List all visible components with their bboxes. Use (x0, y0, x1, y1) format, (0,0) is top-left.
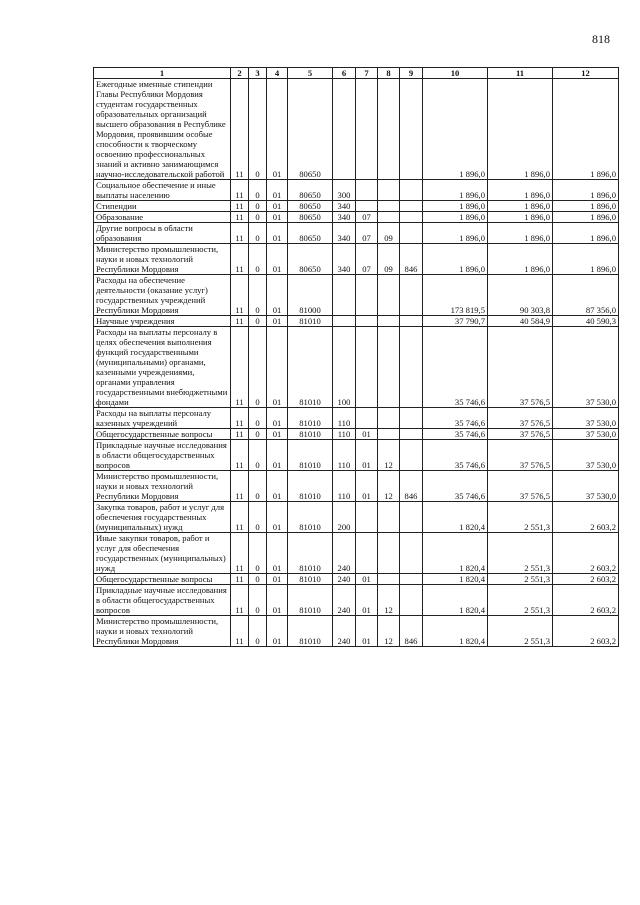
target-code-cell: 81010 (288, 471, 333, 502)
subdivision-cell (378, 316, 400, 327)
amount-year-1-cell: 1 896,0 (423, 244, 488, 275)
subsection-code-cell: 0 (249, 429, 267, 440)
section-code-cell: 11 (231, 616, 249, 647)
amount-year-3-cell: 1 896,0 (553, 79, 619, 180)
ministry-code-cell (400, 223, 423, 244)
expense-type-cell (333, 316, 356, 327)
header-cell-9: 9 (400, 68, 423, 79)
amount-year-3-cell: 37 530,0 (553, 471, 619, 502)
division-cell (356, 180, 378, 201)
target-code-cell: 81010 (288, 327, 333, 408)
subdivision-cell: 09 (378, 223, 400, 244)
program-code-cell: 01 (267, 327, 288, 408)
table-row (94, 327, 619, 408)
row-name-cell: Научные учреждения (94, 316, 231, 327)
row-name-cell: Прикладные научные исследования в области общегосударственных вопросов (94, 440, 231, 471)
division-cell (356, 327, 378, 408)
ministry-code-cell (400, 180, 423, 201)
program-code-cell: 01 (267, 585, 288, 616)
division-cell (356, 502, 378, 533)
expense-type-cell: 340 (333, 223, 356, 244)
subsection-code-cell: 0 (249, 223, 267, 244)
section-code-cell: 11 (231, 440, 249, 471)
ministry-code-cell (400, 275, 423, 316)
amount-year-1-cell: 1 820,4 (423, 533, 488, 574)
table-row (94, 201, 619, 212)
table-row (94, 502, 619, 533)
row-name-cell: Общегосударственные вопросы (94, 429, 231, 440)
ministry-code-cell: 846 (400, 616, 423, 647)
expense-type-cell: 100 (333, 327, 356, 408)
amount-year-1-cell: 35 746,6 (423, 440, 488, 471)
section-code-cell: 11 (231, 180, 249, 201)
subdivision-cell: 12 (378, 471, 400, 502)
ministry-code-cell (400, 429, 423, 440)
target-code-cell: 81010 (288, 429, 333, 440)
program-code-cell: 01 (267, 408, 288, 429)
program-code-cell: 01 (267, 316, 288, 327)
target-code-cell: 80650 (288, 223, 333, 244)
subdivision-cell (378, 327, 400, 408)
amount-year-1-cell: 35 746,6 (423, 429, 488, 440)
row-name-cell: Закупка товаров, работ и услуг для обеспечения государственных (муниципальных) нужд (94, 502, 231, 533)
amount-year-3-cell: 1 896,0 (553, 201, 619, 212)
target-code-cell: 80650 (288, 212, 333, 223)
expense-type-cell: 340 (333, 201, 356, 212)
subsection-code-cell: 0 (249, 471, 267, 502)
expense-type-cell: 240 (333, 574, 356, 585)
header-cell-6: 6 (333, 68, 356, 79)
row-name-cell: Общегосударственные вопросы (94, 574, 231, 585)
amount-year-3-cell: 1 896,0 (553, 223, 619, 244)
ministry-code-cell (400, 212, 423, 223)
ministry-code-cell (400, 533, 423, 574)
amount-year-3-cell: 40 590,3 (553, 316, 619, 327)
table-row (94, 212, 619, 223)
amount-year-2-cell: 90 303,8 (488, 275, 553, 316)
subdivision-cell (378, 201, 400, 212)
table-row (94, 408, 619, 429)
expense-type-cell: 300 (333, 180, 356, 201)
subdivision-cell (378, 212, 400, 223)
program-code-cell: 01 (267, 616, 288, 647)
subsection-code-cell: 0 (249, 180, 267, 201)
subsection-code-cell: 0 (249, 574, 267, 585)
program-code-cell: 01 (267, 223, 288, 244)
subsection-code-cell: 0 (249, 316, 267, 327)
division-cell: 01 (356, 574, 378, 585)
amount-year-2-cell: 2 551,3 (488, 616, 553, 647)
section-code-cell: 11 (231, 585, 249, 616)
row-name-cell: Министерство промышленности, науки и новых технологий Республики Мордовия (94, 616, 231, 647)
amount-year-1-cell: 37 790,7 (423, 316, 488, 327)
subsection-code-cell: 0 (249, 201, 267, 212)
target-code-cell: 81010 (288, 616, 333, 647)
header-cell-10: 10 (423, 68, 488, 79)
budget-table (93, 67, 619, 647)
section-code-cell: 11 (231, 212, 249, 223)
table-row (94, 429, 619, 440)
header-cell-12: 12 (553, 68, 619, 79)
header-cell-8: 8 (378, 68, 400, 79)
program-code-cell: 01 (267, 440, 288, 471)
amount-year-1-cell: 1 820,4 (423, 574, 488, 585)
subsection-code-cell: 0 (249, 212, 267, 223)
header-cell-5: 5 (288, 68, 333, 79)
program-code-cell: 01 (267, 275, 288, 316)
program-code-cell: 01 (267, 533, 288, 574)
table-row (94, 616, 619, 647)
table-row (94, 275, 619, 316)
subdivision-cell (378, 275, 400, 316)
row-name-cell: Расходы на обеспечение деятельности (оказание услуг) государственных учреждений Республики Мордовия (94, 275, 231, 316)
subdivision-cell (378, 574, 400, 585)
amount-year-3-cell: 1 896,0 (553, 180, 619, 201)
header-cell-11: 11 (488, 68, 553, 79)
program-code-cell: 01 (267, 79, 288, 180)
amount-year-2-cell: 2 551,3 (488, 502, 553, 533)
subdivision-cell: 12 (378, 585, 400, 616)
ministry-code-cell (400, 585, 423, 616)
table-row (94, 223, 619, 244)
subdivision-cell: 12 (378, 440, 400, 471)
subsection-code-cell: 0 (249, 502, 267, 533)
row-name-cell: Ежегодные именные стипендии Главы Республики Мордовия студентам государственных образовательных организаций высшего образования в Республике Мордовия, проявившим особые способности к творческому освоению профессиональных знаний и активно занимающимся научно-исследовательской работой (94, 79, 231, 180)
subsection-code-cell: 0 (249, 533, 267, 574)
division-cell (356, 316, 378, 327)
amount-year-2-cell: 2 551,3 (488, 585, 553, 616)
subsection-code-cell: 0 (249, 327, 267, 408)
section-code-cell: 11 (231, 316, 249, 327)
division-cell: 07 (356, 223, 378, 244)
amount-year-3-cell: 87 356,0 (553, 275, 619, 316)
expense-type-cell: 240 (333, 533, 356, 574)
amount-year-2-cell: 2 551,3 (488, 533, 553, 574)
table-row (94, 180, 619, 201)
target-code-cell: 80650 (288, 180, 333, 201)
amount-year-1-cell: 1 896,0 (423, 201, 488, 212)
row-name-cell: Другие вопросы в области образования (94, 223, 231, 244)
amount-year-1-cell: 173 819,5 (423, 275, 488, 316)
amount-year-1-cell: 1 896,0 (423, 79, 488, 180)
expense-type-cell: 110 (333, 440, 356, 471)
amount-year-3-cell: 2 603,2 (553, 574, 619, 585)
program-code-cell: 01 (267, 244, 288, 275)
subdivision-cell (378, 533, 400, 574)
subsection-code-cell: 0 (249, 440, 267, 471)
amount-year-2-cell: 37 576,5 (488, 429, 553, 440)
division-cell: 01 (356, 429, 378, 440)
target-code-cell: 81010 (288, 585, 333, 616)
ministry-code-cell (400, 201, 423, 212)
section-code-cell: 11 (231, 533, 249, 574)
header-cell-1: 1 (94, 68, 231, 79)
division-cell: 01 (356, 585, 378, 616)
table-row (94, 79, 619, 180)
amount-year-2-cell: 37 576,5 (488, 327, 553, 408)
target-code-cell: 81010 (288, 502, 333, 533)
amount-year-3-cell: 2 603,2 (553, 616, 619, 647)
subsection-code-cell: 0 (249, 585, 267, 616)
amount-year-2-cell: 37 576,5 (488, 440, 553, 471)
amount-year-1-cell: 1 820,4 (423, 502, 488, 533)
table-row (94, 471, 619, 502)
target-code-cell: 81000 (288, 275, 333, 316)
section-code-cell: 11 (231, 79, 249, 180)
program-code-cell: 01 (267, 429, 288, 440)
division-cell: 01 (356, 440, 378, 471)
amount-year-1-cell: 35 746,6 (423, 327, 488, 408)
program-code-cell: 01 (267, 574, 288, 585)
division-cell: 01 (356, 616, 378, 647)
expense-type-cell (333, 275, 356, 316)
amount-year-2-cell: 1 896,0 (488, 223, 553, 244)
row-name-cell: Иные закупки товаров, работ и услуг для обеспечения государственных (муниципальных) нужд (94, 533, 231, 574)
program-code-cell: 01 (267, 212, 288, 223)
table-row (94, 574, 619, 585)
amount-year-2-cell: 37 576,5 (488, 471, 553, 502)
subsection-code-cell: 0 (249, 408, 267, 429)
subdivision-cell (378, 79, 400, 180)
row-name-cell: Социальное обеспечение и иные выплаты населению (94, 180, 231, 201)
amount-year-3-cell: 37 530,0 (553, 327, 619, 408)
subdivision-cell: 09 (378, 244, 400, 275)
division-cell: 01 (356, 471, 378, 502)
ministry-code-cell (400, 574, 423, 585)
amount-year-1-cell: 35 746,6 (423, 408, 488, 429)
program-code-cell: 01 (267, 201, 288, 212)
subdivision-cell (378, 429, 400, 440)
header-cell-7: 7 (356, 68, 378, 79)
amount-year-2-cell: 1 896,0 (488, 212, 553, 223)
target-code-cell: 80650 (288, 201, 333, 212)
header-cell-3: 3 (249, 68, 267, 79)
expense-type-cell: 240 (333, 585, 356, 616)
ministry-code-cell (400, 316, 423, 327)
program-code-cell: 01 (267, 471, 288, 502)
expense-type-cell (333, 79, 356, 180)
subdivision-cell (378, 180, 400, 201)
amount-year-2-cell: 2 551,3 (488, 574, 553, 585)
amount-year-1-cell: 1 820,4 (423, 585, 488, 616)
page-number: 818 (592, 32, 610, 46)
amount-year-2-cell: 1 896,0 (488, 79, 553, 180)
amount-year-2-cell: 1 896,0 (488, 244, 553, 275)
division-cell (356, 79, 378, 180)
ministry-code-cell: 846 (400, 244, 423, 275)
subsection-code-cell: 0 (249, 244, 267, 275)
target-code-cell: 81010 (288, 574, 333, 585)
section-code-cell: 11 (231, 429, 249, 440)
amount-year-3-cell: 37 530,0 (553, 408, 619, 429)
header-cell-4: 4 (267, 68, 288, 79)
amount-year-1-cell: 1 896,0 (423, 223, 488, 244)
division-cell (356, 533, 378, 574)
target-code-cell: 80650 (288, 79, 333, 180)
ministry-code-cell (400, 408, 423, 429)
amount-year-3-cell: 2 603,2 (553, 533, 619, 574)
section-code-cell: 11 (231, 471, 249, 502)
section-code-cell: 11 (231, 275, 249, 316)
subdivision-cell (378, 502, 400, 533)
section-code-cell: 11 (231, 327, 249, 408)
table-row (94, 585, 619, 616)
expense-type-cell: 110 (333, 408, 356, 429)
table-row (94, 533, 619, 574)
section-code-cell: 11 (231, 502, 249, 533)
amount-year-1-cell: 1 896,0 (423, 180, 488, 201)
row-name-cell: Стипендии (94, 201, 231, 212)
table-body (94, 79, 619, 647)
amount-year-3-cell: 1 896,0 (553, 212, 619, 223)
section-code-cell: 11 (231, 574, 249, 585)
division-cell: 07 (356, 212, 378, 223)
subdivision-cell (378, 408, 400, 429)
header-row (94, 68, 619, 79)
table-header (94, 68, 619, 79)
target-code-cell: 81010 (288, 408, 333, 429)
section-code-cell: 11 (231, 244, 249, 275)
target-code-cell: 81010 (288, 533, 333, 574)
target-code-cell: 81010 (288, 440, 333, 471)
row-name-cell: Прикладные научные исследования в области общегосударственных вопросов (94, 585, 231, 616)
ministry-code-cell (400, 79, 423, 180)
amount-year-3-cell: 1 896,0 (553, 244, 619, 275)
table-row (94, 244, 619, 275)
table-row (94, 316, 619, 327)
subsection-code-cell: 0 (249, 616, 267, 647)
section-code-cell: 11 (231, 201, 249, 212)
amount-year-3-cell: 37 530,0 (553, 429, 619, 440)
target-code-cell: 80650 (288, 244, 333, 275)
amount-year-1-cell: 1 896,0 (423, 212, 488, 223)
amount-year-3-cell: 37 530,0 (553, 440, 619, 471)
amount-year-3-cell: 2 603,2 (553, 502, 619, 533)
amount-year-2-cell: 1 896,0 (488, 180, 553, 201)
header-cell-2: 2 (231, 68, 249, 79)
expense-type-cell: 110 (333, 471, 356, 502)
division-cell (356, 201, 378, 212)
section-code-cell: 11 (231, 408, 249, 429)
row-name-cell: Расходы на выплаты персоналу казенных учреждений (94, 408, 231, 429)
expense-type-cell: 340 (333, 244, 356, 275)
amount-year-3-cell: 2 603,2 (553, 585, 619, 616)
amount-year-1-cell: 35 746,6 (423, 471, 488, 502)
ministry-code-cell: 846 (400, 471, 423, 502)
row-name-cell: Министерство промышленности, науки и новых технологий Республики Мордовия (94, 244, 231, 275)
section-code-cell: 11 (231, 223, 249, 244)
expense-type-cell: 110 (333, 429, 356, 440)
ministry-code-cell (400, 502, 423, 533)
expense-type-cell: 340 (333, 212, 356, 223)
division-cell: 07 (356, 244, 378, 275)
subsection-code-cell: 0 (249, 79, 267, 180)
row-name-cell: Расходы на выплаты персоналу в целях обеспечения выполнения функций государственными (муниципальными) органами, казенными учреждениями, органами управления государственными внебюджетными фондами (94, 327, 231, 408)
row-name-cell: Министерство промышленности, науки и новых технологий Республики Мордовия (94, 471, 231, 502)
division-cell (356, 275, 378, 316)
amount-year-2-cell: 40 584,9 (488, 316, 553, 327)
amount-year-2-cell: 37 576,5 (488, 408, 553, 429)
subdivision-cell: 12 (378, 616, 400, 647)
table-row (94, 440, 619, 471)
expense-type-cell: 240 (333, 616, 356, 647)
program-code-cell: 01 (267, 180, 288, 201)
ministry-code-cell (400, 327, 423, 408)
amount-year-2-cell: 1 896,0 (488, 201, 553, 212)
target-code-cell: 81010 (288, 316, 333, 327)
expense-type-cell: 200 (333, 502, 356, 533)
division-cell (356, 408, 378, 429)
program-code-cell: 01 (267, 502, 288, 533)
row-name-cell: Образование (94, 212, 231, 223)
subsection-code-cell: 0 (249, 275, 267, 316)
amount-year-1-cell: 1 820,4 (423, 616, 488, 647)
ministry-code-cell (400, 440, 423, 471)
